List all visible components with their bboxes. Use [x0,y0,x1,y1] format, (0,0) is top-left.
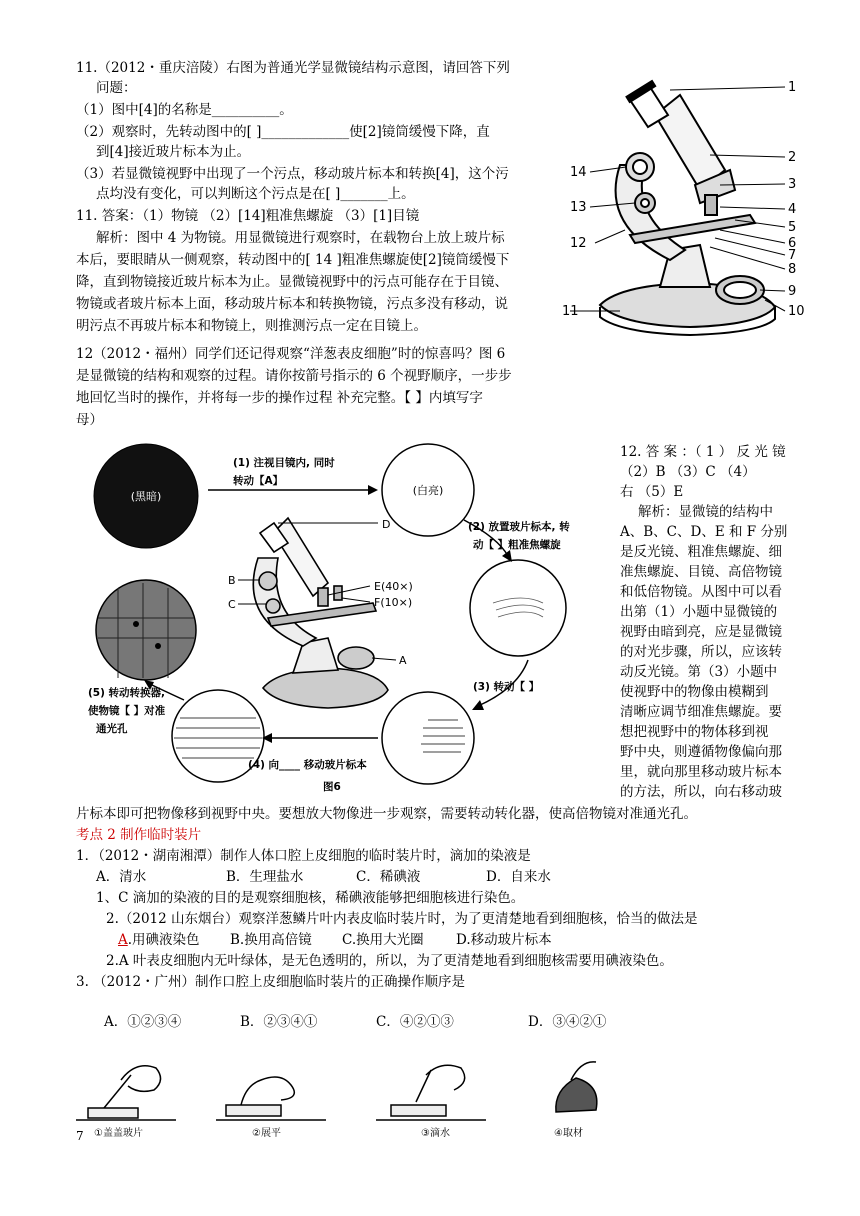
q12-explain-9: 使视野中的物像由模糊到 [620,684,769,700]
q12-line2: 是显微镜的结构和观察的过程。请你按箭号指示的 6 个视野顺序，一步步 [76,368,512,384]
s2-q1-opt-b: B．生理盐水 [226,869,304,885]
q12-explain-4: 和低倍物镜。从图中可以看 [620,584,782,600]
q12-answer-2: （2）B （3）C （4） [620,464,756,480]
q12-explain-1: A、B、C、D、E 和 F 分别 [620,524,788,540]
mic1-label-7: 7 [788,248,797,263]
view-high-power [96,580,196,680]
figure-caption: 图6 [323,781,341,793]
q12-explain-tail: 片标本即可把物像移到视野中央。要想放大物像进一步观察，需要转动转化器，使高倍物镜对准通光孔。 [76,806,697,822]
step4: (4) 向____ 移动玻片标本 [248,759,367,771]
step1-line2: 转动【A】 [233,475,284,487]
fig6-label-E: E(40×) [374,580,413,593]
mic1-label-5: 5 [788,220,797,235]
step5-line1: (5) 转动转换器, [88,687,166,699]
step2-line1: (2) 放置玻片标本, 转 [468,521,570,533]
q12-explain-3: 准焦螺旋、目镜、高倍物镜 [620,564,782,580]
s2-q2-answer: 2.A 叶表皮细胞内无叶绿体，是无色透明的，所以，为了更清楚地看到细胞核需要用碘液染色。 [106,953,673,969]
s2-q1: 1．（2012・湖南湘潭）制作人体口腔上皮细胞的临时装片时，滴加的染液是 [76,848,531,864]
step3: (3) 转动【 】 [473,681,540,693]
q12-explain-0: 解析：显微镜的结构中 [638,504,773,520]
s2-q1-opt-a: A．清水 [96,869,147,885]
s2-q2-opt-c: C.换用大光圈 [342,932,424,948]
mic1-label-14: 14 [570,165,587,180]
q12-explain-2: 是反光镜、粗准焦螺旋、细 [620,544,782,560]
view-dark-label: (黑暗) [130,490,162,503]
page-number: 7 [76,1129,84,1143]
s2-q1-opt-d: D．自来水 [486,869,551,885]
mic1-label-3: 3 [788,177,797,192]
q12-explain-10: 清晰应调节细准焦螺旋。要 [620,704,782,720]
s2-q3-opt-b: B．②③④① [240,1014,318,1030]
q11-line1: 11.（2012・重庆涪陵）右图为普通光学显微镜结构示意图，请回答下列 [76,60,510,76]
mic1-label-8: 8 [788,262,797,277]
q11-part3-cont: 点均没有变化，可以判断这个污点是在[ ]_______上。 [96,186,415,202]
view-blurry [470,560,566,656]
figure-6 [88,438,608,798]
s2-q3-opt-c: C．④②①③ [376,1014,454,1030]
q11-explain-4: 物镜或者玻片标本上面，移动玻片标本和转换物镜，污点多没有移动，说 [76,296,508,312]
q12-explain-5: 出第（1）小题中显微镜的 [620,604,778,620]
q11-part1: （1）图中[4]的名称是__________。 [76,102,293,118]
q11-part2-cont: 到[4]接近玻片标本为止。 [96,144,251,160]
view-bright-label: (白亮) [412,484,444,497]
mic1-label-11: 11 [562,304,579,319]
q12-line3: 地回忆当时的操作，并将每一步的操作过程 补充完整。【 】内填写字 [76,390,483,406]
q12-line1: 12（2012・福州）同学们还记得观察“洋葱表皮细胞”时的惊喜吗？图 6 [76,346,506,362]
q12-line4: 母） [76,412,103,428]
q12-explain-14: 的方法，所以，向右移动玻 [620,784,782,800]
q12-explain-11: 想把视野中的物体移到视 [620,724,769,740]
microscope-figure-1 [560,75,810,345]
fig6-label-A: A [399,654,407,667]
q12-explain-8: 动反光镜。第（3）小题中 [620,664,778,680]
q12-answer-1: 12. 答 案 ：（ 1 ） 反 光 镜 [620,444,786,460]
mic1-label-12: 12 [570,236,587,251]
mic1-label-10: 10 [788,304,805,319]
q11-line2: 问题： [96,80,137,96]
view-clear-offcenter [382,692,474,784]
s2-q1-opt-c: C．稀碘液 [356,869,421,885]
mic1-label-13: 13 [570,200,587,215]
q12-explain-13: 里，就向那里移动玻片标本 [620,764,782,780]
s2-q2: 2.（2012 山东烟台）观察洋葱鳞片叶内表皮临时装片时，为了更清楚地看到细胞核，恰当的做法是 [106,911,698,927]
q11-part2: （2）观察时，先转动图中的[ ]_____________使[2]镜筒缓慢下降，直 [76,124,490,140]
mic1-label-4: 4 [788,202,797,217]
fig6-label-D: D [382,518,391,531]
fig6-label-B: B [228,574,236,587]
step2-line2: 动【 】粗准焦螺旋 [473,539,561,551]
step1-line1: (1) 注视目镜内, 同时 [233,457,335,469]
q12-explain-7: 的对光步骤，所以，应该转 [620,644,782,660]
q11-part3: （3）若显微镜视野中出现了一个污点，移动玻片标本和转换[4]，这个污 [76,166,509,182]
s2-q2-opt-a-text: .用碘液染色 [127,932,200,948]
step-label-3: ③滴水 [421,1128,450,1139]
fig6-label-C: C [228,598,236,611]
s2-q2-opt-b: B.换用高倍镜 [230,932,312,948]
step-label-2: ②展平 [252,1128,281,1139]
s2-q2-opt-a-letter: A [118,932,128,948]
q11-explain-5: 明污点不再玻片标本和物镜上，则推测污点一定在目镜上。 [76,318,427,334]
step5-line3: 通光孔 [96,723,128,735]
fig6-label-F: F(10×) [374,596,413,609]
step-label-4: ④取材 [554,1128,583,1139]
q11-explain-2: 本后，要眼睛从一侧观察，转动图中的[ 14 ]粗准焦螺旋使[2]镜筒缓慢下 [76,252,510,268]
step-label-1: ①盖盖玻片 [94,1128,143,1139]
s2-q1-answer: 1、C 滴加的染液的目的是观察细胞核，稀碘液能够把细胞核进行染色。 [96,890,525,906]
procedure-illustrations [76,1050,636,1140]
step5-line2: 使物镜【 】对准 [88,705,166,717]
q11-explain-1: 解析：图中 4 为物镜。用显微镜进行观察时，在载物台上放上玻片标 [96,230,505,246]
section-heading: 考点 2 制作临时装片 [76,827,202,843]
mic1-label-6: 6 [788,236,797,251]
s2-q2-opt-d: D.移动玻片标本 [456,932,552,948]
q11-explain-3: 降，直到物镜接近玻片标本为止。显微镜视野中的污点可能存在于目镜、 [76,274,508,290]
q12-explain-6: 视野由暗到亮，应是显微镜 [620,624,782,640]
s2-q3-opt-a: A．①②③④ [104,1014,182,1030]
s2-q2-opt-a [118,930,200,950]
mic1-label-9: 9 [788,284,797,299]
mic1-label-2: 2 [788,150,797,165]
s2-q3: 3. （2012・广州）制作口腔上皮细胞临时装片的正确操作顺序是 [76,974,466,990]
mic1-label-1: 1 [788,80,797,95]
q11-answer: 11. 答案：（1）物镜 （2）[14]粗准焦螺旋 （3）[1]目镜 [76,208,420,224]
q12-answer-3: 右 （5）E [620,484,684,500]
s2-q3-opt-d: D．③④②① [528,1014,607,1030]
q12-explain-12: 野中央，则遵循物像偏向那 [620,744,782,760]
